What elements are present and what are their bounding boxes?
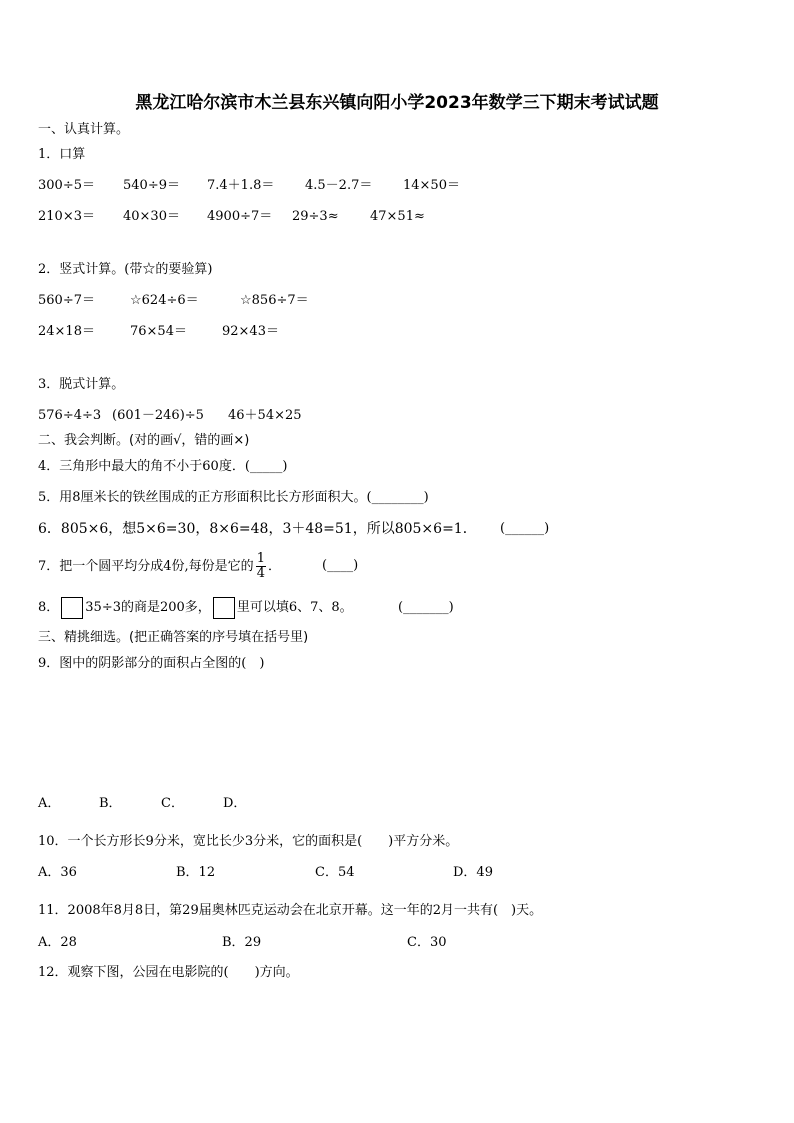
q2-item: 560÷7＝: [38, 293, 95, 308]
q10-option-a: A．36: [38, 865, 77, 880]
section-1-heading: 一、认真计算。: [38, 122, 130, 137]
q2-item: ☆624÷6＝: [130, 293, 199, 308]
q1-item: 29÷3≈: [292, 209, 339, 224]
q12-stem: 12．观察下图，公园在电影院的( )方向。: [38, 965, 299, 980]
q8-text: 35÷3的商是200多，: [85, 600, 211, 615]
q1-item: 4900÷7＝: [207, 209, 273, 224]
q7-period: ．: [267, 559, 281, 574]
q1-item: 14×50＝: [403, 178, 460, 193]
q5-text: 5．用8厘米长的铁丝围成的正方形面积比长方形面积大。(________): [38, 490, 429, 505]
q9-option-b: B．: [99, 796, 122, 811]
q1-item: 47×51≈: [370, 209, 425, 224]
q1-label: 1．口算: [38, 147, 86, 162]
page-title: 黑龙江哈尔滨市木兰县东兴镇向阳小学2023年数学三下期末考试试题: [135, 93, 659, 113]
q2-item: 76×54＝: [130, 324, 187, 339]
q3-item: 46＋54×25: [228, 408, 302, 423]
section-3-heading: 三、精挑细选。(把正确答案的序号填在括号里): [38, 630, 309, 645]
q1-item: 300÷5＝: [38, 178, 95, 193]
fraction-numerator: 1: [256, 551, 265, 566]
q7-line: [38, 552, 281, 581]
q7-blank: (____): [322, 558, 359, 573]
q10-option-c: C．54: [315, 865, 355, 880]
q8-blank: (_______): [398, 600, 454, 615]
q8-number: 8．: [38, 600, 60, 615]
q8-line: [38, 596, 353, 620]
q9-stem: 9．图中的阴影部分的面积占全图的( ): [38, 656, 265, 671]
section-2-heading: 二、我会判断。(对的画√，错的画×): [38, 433, 250, 448]
q3-item: 576÷4÷3: [38, 408, 102, 423]
q1-item: 4.5－2.7＝: [305, 178, 373, 193]
q8-text-2: 里可以填6、7、8。: [236, 600, 353, 615]
q9-option-c: C．: [161, 796, 184, 811]
q1-item: 40×30＝: [123, 209, 180, 224]
fraction: [256, 552, 266, 581]
q6-blank: (______): [500, 521, 550, 536]
q2-item: ☆856÷7＝: [240, 293, 309, 308]
q3-item: (601－246)÷5: [112, 408, 204, 423]
q10-option-d: D．49: [453, 865, 493, 880]
q6-text: 6．805×6，想5×6=30，8×6=48，3＋48=51，所以805×6=1．: [38, 521, 477, 537]
q10-stem: 10．一个长方形长9分米，宽比长少3分米，它的面积是( )平方分米。: [38, 834, 459, 849]
q1-item: 7.4＋1.8＝: [207, 178, 275, 193]
q9-option-d: D．: [223, 796, 247, 811]
q3-label: 3．脱式计算。: [38, 377, 125, 392]
blank-box: [213, 597, 235, 619]
q1-item: 210×3＝: [38, 209, 95, 224]
q11-stem: 11．2008年8月8日，第29届奥林匹克运动会在北京开幕。这一年的2月一共有( )天。: [38, 903, 543, 918]
q11-option-c: C．30: [407, 935, 447, 950]
q10-option-b: B．12: [176, 865, 216, 880]
q9-option-a: A．: [38, 796, 61, 811]
q11-option-a: A．28: [38, 935, 77, 950]
fraction-denominator: 4: [256, 566, 265, 581]
q4-text: 4．三角形中最大的角不小于60度．(_____): [38, 459, 288, 474]
q2-item: 92×43＝: [222, 324, 279, 339]
q7-text: 7．把一个圆平均分成4份,每份是它的: [38, 559, 254, 574]
q2-label: 2．竖式计算。(带☆的要验算): [38, 262, 213, 277]
q2-item: 24×18＝: [38, 324, 95, 339]
q1-item: 540÷9＝: [123, 178, 180, 193]
blank-box: [61, 597, 83, 619]
q11-option-b: B．29: [222, 935, 262, 950]
